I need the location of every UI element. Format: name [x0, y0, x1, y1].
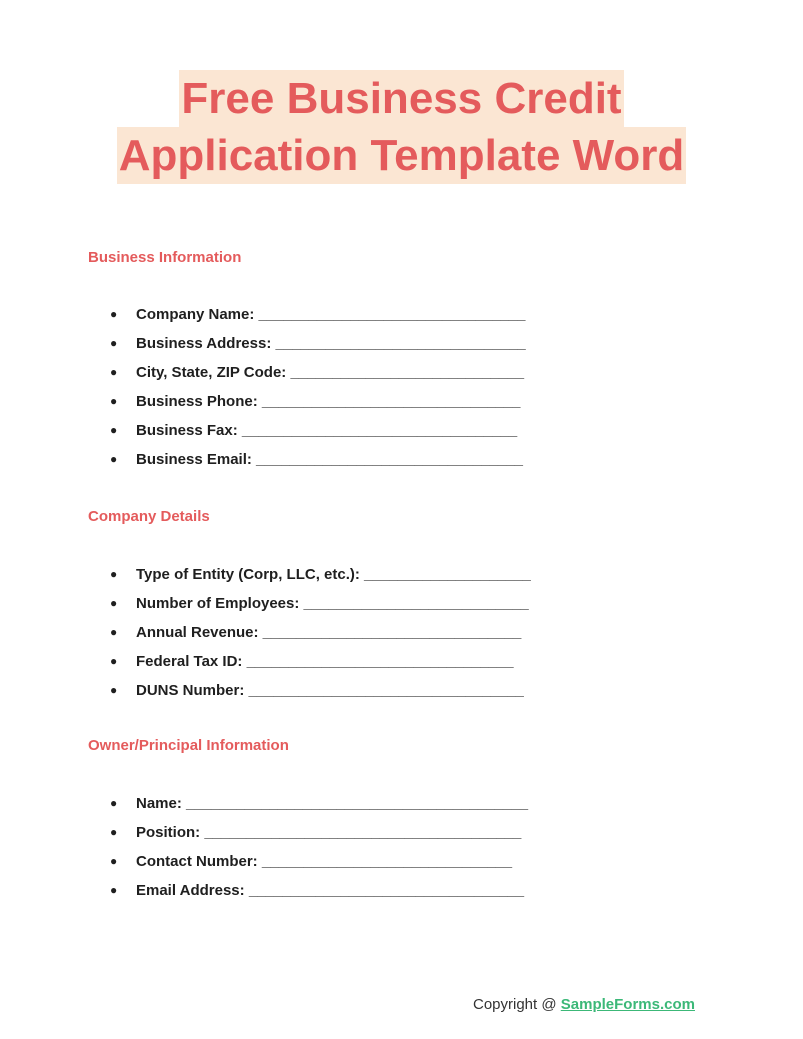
list-item — [110, 560, 531, 589]
bullet-icon: ● — [110, 307, 118, 321]
field-list — [110, 560, 531, 705]
bullet-icon: ● — [110, 423, 118, 437]
bullet-icon: ● — [110, 796, 118, 810]
field-text: Email Address: _________________________________ — [136, 882, 525, 899]
list-item — [110, 676, 531, 705]
field-text: Annual Revenue: _______________________________ — [136, 624, 522, 641]
field-text: Number of Employees: ___________________________ — [136, 595, 529, 612]
bullet-icon: ● — [110, 452, 118, 466]
section-heading: Company Details — [88, 508, 210, 525]
field-text: Company Name: ________________________________ — [136, 306, 526, 323]
section-owner-principal-information — [88, 736, 529, 899]
bullet-icon: ● — [110, 825, 118, 839]
bullet-icon: ● — [110, 596, 118, 610]
field-list — [110, 300, 526, 474]
list-item — [110, 876, 528, 905]
section-business-information — [88, 248, 526, 468]
field-text: Business Fax: _________________________________ — [136, 422, 518, 439]
field-text: DUNS Number: _________________________________ — [136, 682, 524, 699]
page-title — [0, 70, 803, 184]
list-item — [110, 300, 526, 329]
section-heading: Owner/Principal Information — [88, 737, 289, 754]
list-item — [110, 647, 531, 676]
title-line-1: Free Business Credit — [179, 70, 623, 127]
section-company-details — [88, 507, 531, 699]
field-text: Business Address: ______________________________ — [136, 335, 526, 352]
field-text: Contact Number: ______________________________ — [136, 853, 513, 870]
list-item — [110, 445, 526, 474]
title-line-2: Application Template Word — [117, 127, 687, 184]
list-item — [110, 847, 528, 876]
list-item — [110, 789, 528, 818]
bullet-icon: ● — [110, 683, 118, 697]
list-item — [110, 329, 526, 358]
field-list — [110, 789, 528, 905]
field-text: Type of Entity (Corp, LLC, etc.): ____________________ — [136, 566, 531, 583]
field-text: Federal Tax ID: ________________________________ — [136, 653, 514, 670]
section-heading: Business Information — [88, 249, 242, 266]
field-text: Position: ______________________________________ — [136, 824, 522, 841]
bullet-icon: ● — [110, 365, 118, 379]
field-text: Business Email: ________________________________ — [136, 451, 523, 468]
field-text: City, State, ZIP Code: ____________________________ — [136, 364, 525, 381]
list-item — [110, 416, 526, 445]
bullet-icon: ● — [110, 336, 118, 350]
field-text: Business Phone: _______________________________ — [136, 393, 521, 410]
list-item — [110, 618, 531, 647]
list-item — [110, 589, 531, 618]
list-item — [110, 818, 528, 847]
list-item — [110, 387, 526, 416]
copyright-text: Copyright @ — [473, 996, 561, 1013]
bullet-icon: ● — [110, 654, 118, 668]
list-item — [110, 358, 526, 387]
field-text: Name: _________________________________________ — [136, 795, 529, 812]
footer-copyright — [473, 995, 695, 1015]
sampleforms-link[interactable]: SampleForms.com — [560, 996, 695, 1013]
bullet-icon: ● — [110, 567, 118, 581]
bullet-icon: ● — [110, 854, 118, 868]
bullet-icon: ● — [110, 394, 118, 408]
bullet-icon: ● — [110, 883, 118, 897]
bullet-icon: ● — [110, 625, 118, 639]
